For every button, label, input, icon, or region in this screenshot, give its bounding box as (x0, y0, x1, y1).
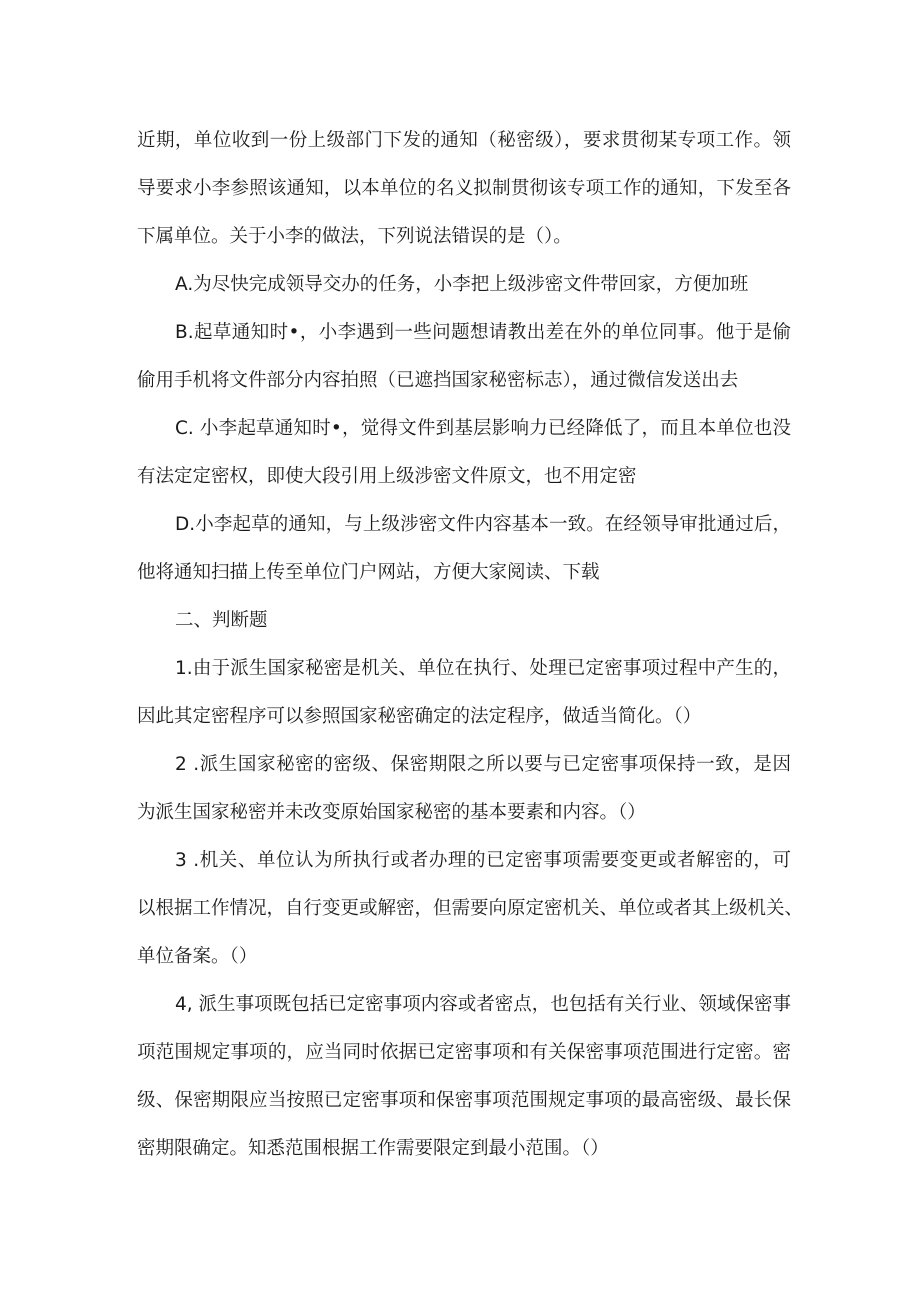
text-line: 3 .机关、单位认为所执行或者办理的已定密事项需要变更或者解密的，可 (175, 850, 791, 871)
text-line: D.小李起草的通知，与上级涉密文件内容基本一致。在经领导审批通过后， (175, 514, 791, 535)
text-line: 密期限确定。知悉范围根据工作需要限定到最小范围。（） (137, 1138, 609, 1159)
judgment-1 (137, 645, 791, 741)
judgment-2 (137, 741, 791, 837)
text-line: 偷用手机将文件部分内容拍照（已遮挡国家秘密标志），通过微信发送出去 (137, 370, 739, 391)
text-line: C. 小李起草通知时•，觉得文件到基层影响力已经降低了，而且本单位也没 (175, 418, 791, 439)
judgment-3 (137, 837, 804, 981)
option-b (137, 309, 791, 405)
text-line: 1.由于派生国家秘密是机关、单位在执行、处理已定密事项过程中产生的， (175, 658, 791, 679)
option-a (137, 261, 791, 309)
text-line: 导要求小李参照该通知，以本单位的名义拟制贯彻该专项工作的通知，下发至各 (137, 178, 791, 199)
text-line: 为派生国家秘密并未改变原始国家秘密的基本要素和内容。（） (137, 802, 646, 823)
judgment-4 (137, 981, 791, 1173)
question-stem (137, 117, 791, 261)
text-line: 级、保密期限应当按照已定密事项和保密事项范围规定事项的最高密级、最长保 (137, 1090, 791, 1111)
text-line: 单位备案。（） (137, 946, 258, 967)
text-line: 下属单位。关于小李的做法，下列说法错误的是（）。 (137, 226, 572, 247)
text-line: B.起草通知时•，小李遇到一些问题想请教出差在外的单位同事。他于是偷 (175, 322, 791, 343)
text-line: 2 .派生国家秘密的密级、保密期限之所以要与已定密事项保持一致，是因 (175, 754, 791, 775)
text-line: 4, 派生事项既包括已定密事项内容或者密点，也包括有关行业、领域保密事 (175, 994, 791, 1015)
text-line: 近期，单位收到一份上级部门下发的通知（秘密级），要求贯彻某专项工作。领 (137, 130, 791, 151)
option-c (137, 405, 791, 501)
text-line: 项范围规定事项的，应当同时依据已定密事项和有关保密事项范围进行定密。密 (137, 1042, 791, 1063)
section-heading: 二、判断题 (175, 610, 268, 631)
text-line: 有法定定密权，即使大段引用上级涉密文件原文，也不用定密 (137, 466, 637, 487)
document-page (137, 117, 804, 1173)
option-d (137, 501, 791, 597)
text-line: 他将通知扫描上传至单位门户网站，方便大家阅读、下载 (137, 562, 600, 583)
text-line: 因此其定密程序可以参照国家秘密确定的法定程序，做适当简化。（） (137, 706, 702, 727)
text-line: A.为尽快完成领导交办的任务，小李把上级涉密文件带回家，方便加班 (175, 274, 749, 295)
text-line: 以根据工作情况，自行变更或解密，但需要向原定密机关、单位或者其上级机关、 (137, 898, 804, 919)
